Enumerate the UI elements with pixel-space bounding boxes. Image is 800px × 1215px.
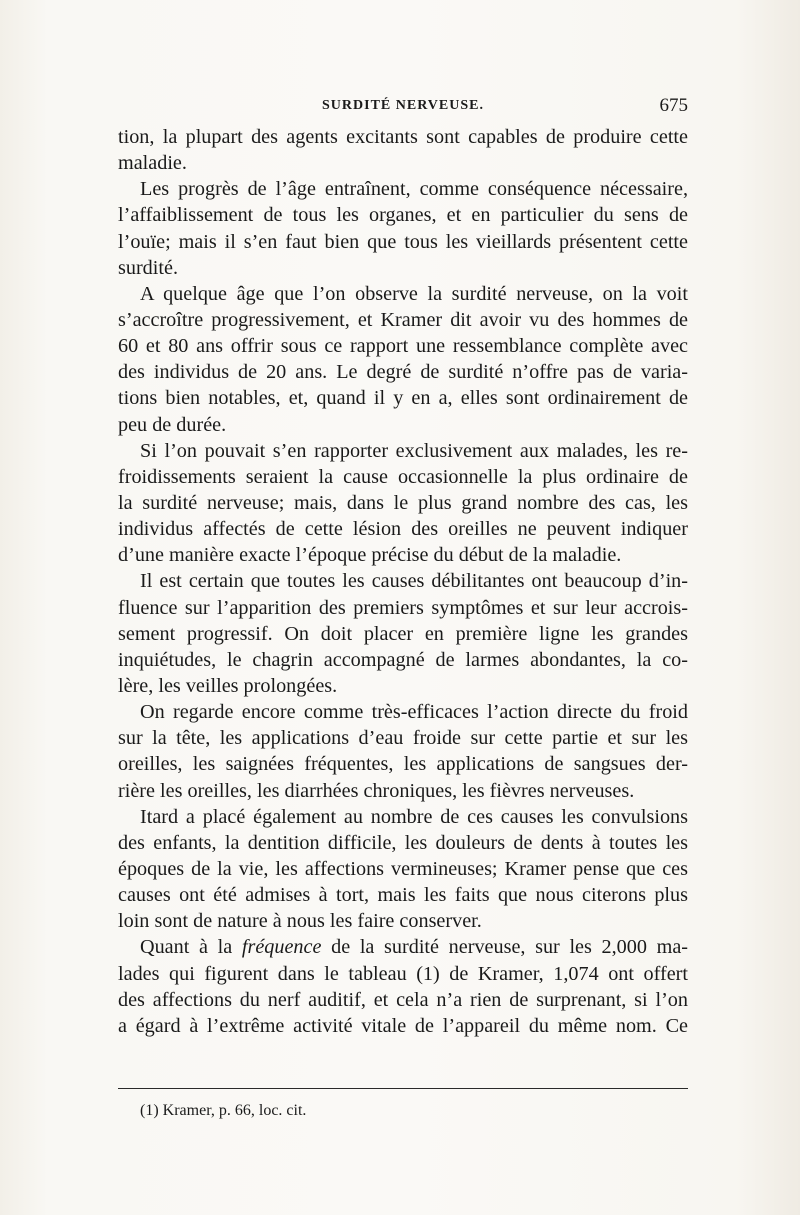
footnote-rule — [118, 1088, 688, 1089]
text-line: causes ont été admises à tort, mais les faits que nous citerons plus — [118, 884, 688, 907]
emphasized-word: fréquence — [241, 936, 322, 959]
text-line: tion, la plupart des agents excitants sont capables de produire cette — [118, 126, 688, 148]
text-line: la surdité nerveuse; mais, dans le plus grand nombre des cas, les — [118, 491, 688, 514]
text-line: Il est certain que toutes les causes débilitantes ont beaucoup d’in- — [140, 570, 688, 593]
text-line: Les progrès de l’âge entraînent, comme conséquence nécessaire, — [140, 178, 688, 201]
running-head — [118, 95, 688, 122]
text-line: A quelque âge que l’on observe la surdité nerveuse, on la voit — [140, 282, 688, 305]
text-line: On regarde encore comme très-efficaces l’action directe du froid — [140, 701, 688, 724]
text-line: des enfants, la dentition difficile, les douleurs de dents à toutes les — [118, 831, 688, 854]
text-line: Quant à la fréquence de la surdité nerveuse, sur les 2,000 ma- — [140, 936, 688, 959]
text-line: surdité. — [118, 256, 178, 279]
text-line: individus affectés de cette lésion des oreilles ne peuvent indiquer — [118, 518, 688, 541]
text-line: sur la tête, les applications d’eau froide sur cette partie et sur les — [118, 727, 688, 750]
text-line: lère, les veilles prolongées. — [118, 674, 338, 697]
text-line: sement progressif. On doit placer en première ligne les grandes — [118, 622, 688, 645]
text-line: maladie. — [118, 152, 187, 175]
text-line: loin sont de nature à nous les faire conserver. — [118, 910, 482, 933]
footnote: (1) Kramer, p. 66, loc. cit. — [140, 1102, 307, 1119]
text-line: l’affaiblissement de tous les organes, et en particulier du sens de — [118, 204, 688, 227]
body-text — [118, 124, 688, 1039]
text-line: Si l’on pouvait s’en rapporter exclusivement aux malades, les re- — [140, 439, 688, 462]
text-line: inquiétudes, le chagrin accompagné de larmes abondantes, la co- — [118, 648, 688, 671]
text-line: rière les oreilles, les diarrhées chroniques, les fièvres nerveuses. — [118, 779, 635, 802]
text-line: des individus de 20 ans. Le degré de surdité n’offre pas de varia- — [118, 361, 688, 384]
text-line: oreilles, les saignées fréquentes, les applications de sangsues der- — [118, 753, 688, 776]
running-title: SURDITÉ NERVEUSE. — [322, 98, 484, 113]
text-line: s’accroître progressivement, et Kramer dit avoir vu des hommes de — [118, 308, 688, 331]
text-line: lades qui figurent dans le tableau (1) de Kramer, 1,074 ont offert — [118, 962, 688, 985]
text-line: froidissements seraient la cause occasionnelle la plus ordinaire de — [118, 465, 688, 488]
text-line: a égard à l’extrême activité vitale de l’appareil du même nom. Ce — [118, 1014, 688, 1037]
text-line: époques de la vie, les affections vermineuses; Kramer pense que ces — [118, 857, 688, 880]
text-line: peu de durée. — [118, 413, 227, 436]
page-number: 675 — [659, 95, 688, 116]
text-line: fluence sur l’apparition des premiers symptômes et sur leur accrois- — [118, 596, 688, 619]
text-line: d’une manière exacte l’époque précise du début de la maladie. — [118, 544, 622, 567]
text-line: 60 et 80 ans offrir sous ce rapport une ressemblance complète avec — [118, 335, 688, 358]
text-line: tions bien notables, et, quand il y en a, elles sont ordinairement de — [118, 387, 688, 410]
text-line: l’ouïe; mais il s’en faut bien que tous les vieillards présentent cette — [118, 230, 688, 253]
text-line: Itard a placé également au nombre de ces causes les convulsions — [140, 805, 688, 828]
text-line: des affections du nerf auditif, et cela n’a rien de surprenant, si l’on — [118, 988, 688, 1011]
